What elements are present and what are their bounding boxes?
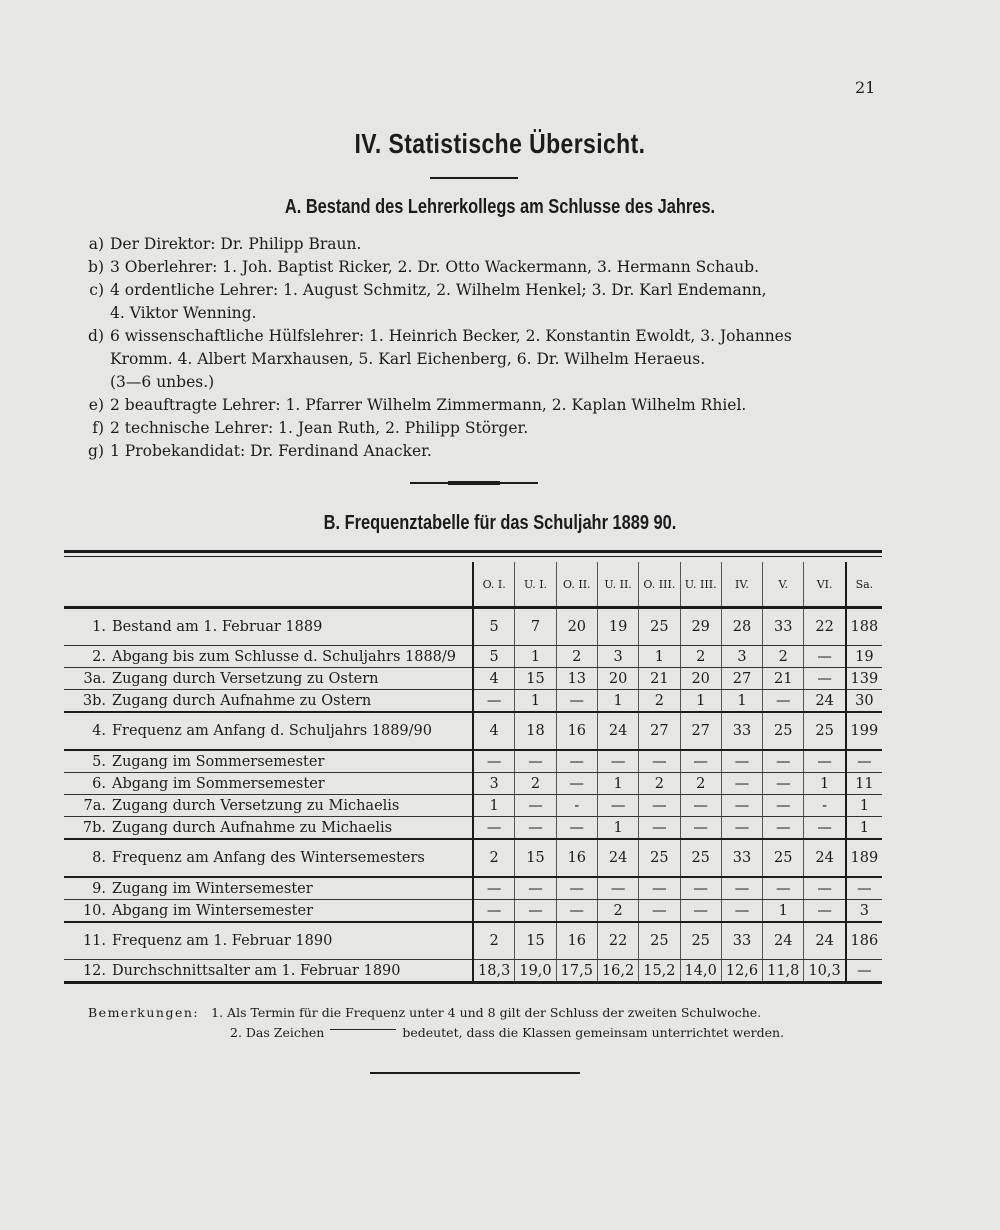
table-cell: — bbox=[639, 877, 680, 900]
table-cell: 16 bbox=[556, 922, 597, 960]
table-cell: — bbox=[763, 795, 804, 817]
title-divider bbox=[430, 177, 518, 179]
table-cell: — bbox=[721, 817, 762, 840]
row-label bbox=[64, 668, 473, 690]
table-cell: 13 bbox=[556, 668, 597, 690]
table-cell: 19,0 bbox=[515, 960, 556, 983]
table-cell: 24 bbox=[804, 690, 846, 713]
row-label bbox=[64, 608, 473, 646]
table-cell: 1 bbox=[597, 690, 638, 713]
table-cell: — bbox=[721, 900, 762, 923]
table-cell: — bbox=[804, 750, 846, 773]
table-cell: 2 bbox=[639, 690, 680, 713]
note-1: 1. Als Termin für die Frequenz unter 4 und 8 gilt der Schluss der zweiten Schulwoche. bbox=[211, 1005, 762, 1020]
table-cell: — bbox=[473, 877, 515, 900]
table-row bbox=[64, 839, 882, 877]
staff-line-label: c) bbox=[89, 281, 104, 299]
staff-line-text: 2 technische Lehrer: 1. Jean Ruth, 2. Philipp Störger. bbox=[110, 419, 529, 437]
table-cell: 22 bbox=[597, 922, 638, 960]
table-cell: 33 bbox=[763, 608, 804, 646]
section-divider-accent bbox=[448, 481, 500, 485]
table-cell: 20 bbox=[680, 668, 721, 690]
row-label-text: Frequenz am Anfang des Wintersemesters bbox=[112, 850, 425, 866]
table-cell: — bbox=[473, 690, 515, 713]
table-cell: 21 bbox=[639, 668, 680, 690]
table-cell: 24 bbox=[597, 712, 638, 750]
staff-line-text: 1 Probekandidat: Dr. Ferdinand Anacker. bbox=[110, 442, 432, 460]
row-label-text: Zugang im Wintersemester bbox=[112, 880, 313, 897]
table-cell: 4 bbox=[473, 668, 515, 690]
row-label bbox=[64, 690, 473, 713]
table-cell: 1 bbox=[473, 795, 515, 817]
table-cell: 16 bbox=[556, 839, 597, 877]
column-header: VI. bbox=[804, 562, 846, 608]
table-row bbox=[64, 877, 882, 900]
table-row bbox=[64, 690, 882, 713]
table-cell: 17,5 bbox=[556, 960, 597, 983]
staff-line bbox=[60, 394, 900, 417]
table-cell: — bbox=[763, 773, 804, 795]
table-cell: 21 bbox=[763, 668, 804, 690]
table-row bbox=[64, 668, 882, 690]
row-label bbox=[64, 712, 473, 750]
footer-divider bbox=[370, 1072, 580, 1074]
table-cell: 1 bbox=[515, 646, 556, 668]
table-cell: 2 bbox=[556, 646, 597, 668]
table-cell: 25 bbox=[680, 922, 721, 960]
table-cell: 4 bbox=[473, 712, 515, 750]
table-cell: 139 bbox=[846, 668, 882, 690]
table-cell: 25 bbox=[680, 839, 721, 877]
table-row bbox=[64, 795, 882, 817]
table-cell: 25 bbox=[763, 712, 804, 750]
row-number: 2. bbox=[92, 648, 106, 665]
table-cell: 16,2 bbox=[597, 960, 638, 983]
staff-line bbox=[60, 279, 900, 302]
table-cell: — bbox=[556, 690, 597, 713]
row-label bbox=[64, 795, 473, 817]
table-row bbox=[64, 960, 882, 983]
staff-line-text: 6 wissenschaftliche Hülfslehrer: 1. Heinrich Becker, 2. Konstantin Ewoldt, 3. Johannes bbox=[110, 327, 792, 345]
row-label bbox=[64, 817, 473, 840]
staff-line-text: 4 ordentliche Lehrer: 1. August Schmitz, 2. Wilhelm Henkel; 3. Dr. Karl Endemann, bbox=[110, 281, 767, 299]
table-cell: — bbox=[556, 773, 597, 795]
table-cell: 2 bbox=[639, 773, 680, 795]
staff-line-text: 2 beauftragte Lehrer: 1. Pfarrer Wilhelm Zimmermann, 2. Kaplan Wilhelm Rhiel. bbox=[110, 396, 747, 414]
table-cell: — bbox=[804, 817, 846, 840]
column-header: O. II. bbox=[556, 562, 597, 608]
table-cell: — bbox=[763, 750, 804, 773]
staff-line-label: a) bbox=[88, 235, 104, 253]
table-cell: 20 bbox=[556, 608, 597, 646]
table-cell: 1 bbox=[597, 773, 638, 795]
table-cell: 5 bbox=[473, 646, 515, 668]
staff-line-label bbox=[60, 371, 110, 394]
table-cell: — bbox=[556, 817, 597, 840]
table-cell: — bbox=[721, 877, 762, 900]
staff-line-text: 3 Oberlehrer: 1. Joh. Baptist Ricker, 2. Dr. Otto Wackermann, 3. Hermann Schaub. bbox=[110, 258, 760, 276]
page-number: 21 bbox=[855, 78, 876, 97]
table-cell: 3 bbox=[846, 900, 882, 923]
table-cell: 30 bbox=[846, 690, 882, 713]
table-cell: 186 bbox=[846, 922, 882, 960]
table-cell: 2 bbox=[763, 646, 804, 668]
table-cell: 2 bbox=[515, 773, 556, 795]
row-label-text: Abgang bis zum Schlusse d. Schuljahrs 1888/9 bbox=[112, 648, 456, 665]
staff-line-text: Der Direktor: Dr. Philipp Braun. bbox=[110, 235, 362, 253]
table-cell: — bbox=[846, 750, 882, 773]
table-cell: — bbox=[680, 877, 721, 900]
table-cell: 25 bbox=[804, 712, 846, 750]
row-label-text: Zugang durch Versetzung zu Ostern bbox=[112, 670, 379, 687]
row-label-text: Zugang im Sommersemester bbox=[112, 753, 325, 770]
table-cell: 18,3 bbox=[473, 960, 515, 983]
notes bbox=[88, 1003, 784, 1043]
staff-line-label bbox=[60, 302, 110, 325]
row-number: 4. bbox=[92, 723, 106, 739]
table-cell: — bbox=[763, 877, 804, 900]
table-cell: 25 bbox=[763, 839, 804, 877]
row-number: 1. bbox=[92, 619, 106, 635]
table-cell: — bbox=[721, 795, 762, 817]
table-cell: 1 bbox=[597, 817, 638, 840]
table-cell: 1 bbox=[721, 690, 762, 713]
table-cell: — bbox=[473, 750, 515, 773]
table-cell: — bbox=[680, 750, 721, 773]
table-cell: 1 bbox=[846, 817, 882, 840]
table-cell: 25 bbox=[639, 922, 680, 960]
staff-line bbox=[60, 417, 900, 440]
row-label bbox=[64, 960, 473, 983]
staff-line bbox=[60, 440, 900, 463]
table-cell: - bbox=[804, 795, 846, 817]
row-number: 9. bbox=[92, 880, 106, 897]
staff-list bbox=[60, 233, 900, 463]
row-label-text: Bestand am 1. Februar 1889 bbox=[112, 619, 323, 635]
table-cell: - bbox=[556, 795, 597, 817]
staff-line-label: f) bbox=[92, 419, 104, 437]
table-cell: 24 bbox=[597, 839, 638, 877]
row-number: 3a. bbox=[83, 670, 106, 687]
table-cell: — bbox=[721, 750, 762, 773]
table-cell: — bbox=[680, 817, 721, 840]
table-cell: 15 bbox=[515, 839, 556, 877]
table-cell: 14,0 bbox=[680, 960, 721, 983]
table-row bbox=[64, 900, 882, 923]
table-cell: 29 bbox=[680, 608, 721, 646]
staff-line-label: g) bbox=[88, 442, 104, 460]
table-cell: 25 bbox=[639, 839, 680, 877]
staff-line bbox=[60, 233, 900, 256]
table-cell: 28 bbox=[721, 608, 762, 646]
table-cell: — bbox=[639, 795, 680, 817]
table-header-row bbox=[64, 562, 882, 608]
row-label-text: Zugang durch Aufnahme zu Ostern bbox=[112, 692, 372, 709]
table-cell: 3 bbox=[473, 773, 515, 795]
table-cell: 3 bbox=[597, 646, 638, 668]
row-number: 10. bbox=[82, 902, 106, 919]
table-cell: — bbox=[597, 750, 638, 773]
table-cell: 11,8 bbox=[763, 960, 804, 983]
table-cell: 27 bbox=[721, 668, 762, 690]
row-label-text: Durchschnittsalter am 1. Februar 1890 bbox=[112, 962, 401, 979]
staff-line bbox=[60, 325, 900, 348]
table-cell: — bbox=[515, 817, 556, 840]
table-cell: — bbox=[597, 877, 638, 900]
table-cell: — bbox=[846, 877, 882, 900]
row-number: 7b. bbox=[82, 819, 106, 836]
staff-line-text: Kromm. 4. Albert Marxhausen, 5. Karl Eichenberg, 6. Dr. Wilhelm Heraeus. bbox=[110, 350, 706, 368]
table-cell: 2 bbox=[473, 922, 515, 960]
table-cell: — bbox=[804, 668, 846, 690]
table-cell: 1 bbox=[846, 795, 882, 817]
table-cell: 1 bbox=[639, 646, 680, 668]
table-row bbox=[64, 712, 882, 750]
column-header: Sa. bbox=[846, 562, 882, 608]
row-number: 3b. bbox=[82, 692, 106, 709]
column-header: U. I. bbox=[515, 562, 556, 608]
table-cell: — bbox=[639, 750, 680, 773]
column-header: U. II. bbox=[597, 562, 638, 608]
table-cell: 5 bbox=[473, 608, 515, 646]
table-cell: 2 bbox=[680, 646, 721, 668]
table-cell: — bbox=[639, 900, 680, 923]
row-number: 7a. bbox=[83, 797, 106, 814]
column-header: U. III. bbox=[680, 562, 721, 608]
table-cell: 2 bbox=[597, 900, 638, 923]
note-2-start: 2. Das Zeichen bbox=[230, 1025, 325, 1040]
column-header: IV. bbox=[721, 562, 762, 608]
table-cell: 33 bbox=[721, 712, 762, 750]
table-cell: 33 bbox=[721, 922, 762, 960]
table-cell: — bbox=[556, 877, 597, 900]
table-cell: 16 bbox=[556, 712, 597, 750]
row-number: 12. bbox=[82, 962, 106, 979]
table-cell: 20 bbox=[597, 668, 638, 690]
table-row bbox=[64, 817, 882, 840]
row-label bbox=[64, 646, 473, 668]
row-number: 11. bbox=[82, 933, 106, 949]
table-cell: 24 bbox=[804, 922, 846, 960]
table-cell: 188 bbox=[846, 608, 882, 646]
table-cell: 1 bbox=[680, 690, 721, 713]
table-cell: — bbox=[680, 795, 721, 817]
row-label-text: Abgang im Sommersemester bbox=[112, 775, 325, 792]
row-label-text: Frequenz am Anfang d. Schuljahrs 1889/90 bbox=[112, 723, 432, 739]
table-cell: 24 bbox=[804, 839, 846, 877]
staff-line bbox=[60, 256, 900, 279]
table-cell: 33 bbox=[721, 839, 762, 877]
table-cell: 15 bbox=[515, 922, 556, 960]
table-cell: — bbox=[846, 960, 882, 983]
table-cell: 2 bbox=[473, 839, 515, 877]
table-cell: 24 bbox=[763, 922, 804, 960]
table-row bbox=[64, 773, 882, 795]
table-cell: 15 bbox=[515, 668, 556, 690]
staff-line-text: 4. Viktor Wenning. bbox=[110, 304, 257, 322]
table-cell: 10,3 bbox=[804, 960, 846, 983]
table-cell: — bbox=[556, 750, 597, 773]
notes-label: Bemerkungen: bbox=[88, 1005, 200, 1020]
table-cell: — bbox=[804, 646, 846, 668]
row-label bbox=[64, 900, 473, 923]
row-label-text: Zugang durch Aufnahme zu Michaelis bbox=[112, 819, 393, 836]
table-cell: — bbox=[473, 817, 515, 840]
staff-line-text: (3—6 unbes.) bbox=[110, 373, 215, 391]
table-cell: — bbox=[639, 817, 680, 840]
table-cell: 27 bbox=[639, 712, 680, 750]
row-label-text: Frequenz am 1. Februar 1890 bbox=[112, 933, 333, 949]
table-cell: — bbox=[804, 900, 846, 923]
table-top-rule bbox=[64, 550, 882, 553]
table-cell: — bbox=[804, 877, 846, 900]
staff-line-label: b) bbox=[88, 258, 104, 276]
row-label-text: Zugang durch Versetzung zu Michaelis bbox=[112, 797, 400, 814]
table-cell: — bbox=[597, 795, 638, 817]
table-cell: 3 bbox=[721, 646, 762, 668]
table-cell: — bbox=[515, 750, 556, 773]
table-cell: — bbox=[515, 795, 556, 817]
table-cell: 2 bbox=[680, 773, 721, 795]
table-cell: — bbox=[763, 817, 804, 840]
table-cell: 7 bbox=[515, 608, 556, 646]
table-cell: 1 bbox=[763, 900, 804, 923]
table-cell: — bbox=[515, 877, 556, 900]
table-cell: 189 bbox=[846, 839, 882, 877]
table-cell: — bbox=[721, 773, 762, 795]
row-label bbox=[64, 773, 473, 795]
table-top-rule-thin bbox=[64, 556, 882, 557]
column-header: O. I. bbox=[473, 562, 515, 608]
table-row bbox=[64, 608, 882, 646]
table-cell: — bbox=[473, 900, 515, 923]
row-number: 6. bbox=[92, 775, 106, 792]
note-2-end: bedeutet, dass die Klassen gemeinsam unterrichtet werden. bbox=[402, 1025, 785, 1040]
table-cell: 18 bbox=[515, 712, 556, 750]
table-row bbox=[64, 750, 882, 773]
table-row bbox=[64, 922, 882, 960]
row-number: 5. bbox=[92, 753, 106, 770]
table-cell: 27 bbox=[680, 712, 721, 750]
staff-line bbox=[60, 302, 900, 325]
table-cell: — bbox=[680, 900, 721, 923]
frequency-table bbox=[64, 562, 882, 984]
column-header: V. bbox=[763, 562, 804, 608]
table-cell: 22 bbox=[804, 608, 846, 646]
page-title: IV. Statistische Übersicht. bbox=[354, 128, 646, 159]
table-cell: 11 bbox=[846, 773, 882, 795]
table-cell: — bbox=[556, 900, 597, 923]
staff-line-label: d) bbox=[88, 327, 104, 345]
staff-line bbox=[60, 371, 900, 394]
table-cell: 12,6 bbox=[721, 960, 762, 983]
table-row bbox=[64, 646, 882, 668]
table-cell: 199 bbox=[846, 712, 882, 750]
row-label-text: Abgang im Wintersemester bbox=[112, 902, 314, 919]
row-label bbox=[64, 922, 473, 960]
row-number: 8. bbox=[92, 850, 106, 866]
table-cell: 25 bbox=[639, 608, 680, 646]
section-a-title: A. Bestand des Lehrerkollegs am Schlusse des Jahres. bbox=[284, 196, 716, 218]
table-cell: — bbox=[763, 690, 804, 713]
column-header: O. III. bbox=[639, 562, 680, 608]
table-cell: 1 bbox=[804, 773, 846, 795]
table-cell: — bbox=[515, 900, 556, 923]
row-label bbox=[64, 750, 473, 773]
combined-class-sign-icon bbox=[330, 1029, 396, 1038]
staff-line bbox=[60, 348, 900, 371]
header-blank-cell bbox=[64, 562, 473, 608]
staff-line-label: e) bbox=[88, 396, 104, 414]
staff-line-label bbox=[60, 348, 110, 371]
table-cell: 1 bbox=[515, 690, 556, 713]
table-cell: 15,2 bbox=[639, 960, 680, 983]
table-cell: 19 bbox=[846, 646, 882, 668]
section-b-title: B. Frequenztabelle für das Schuljahr 1889 90. bbox=[323, 512, 677, 534]
row-label bbox=[64, 877, 473, 900]
row-label bbox=[64, 839, 473, 877]
table-cell: 19 bbox=[597, 608, 638, 646]
